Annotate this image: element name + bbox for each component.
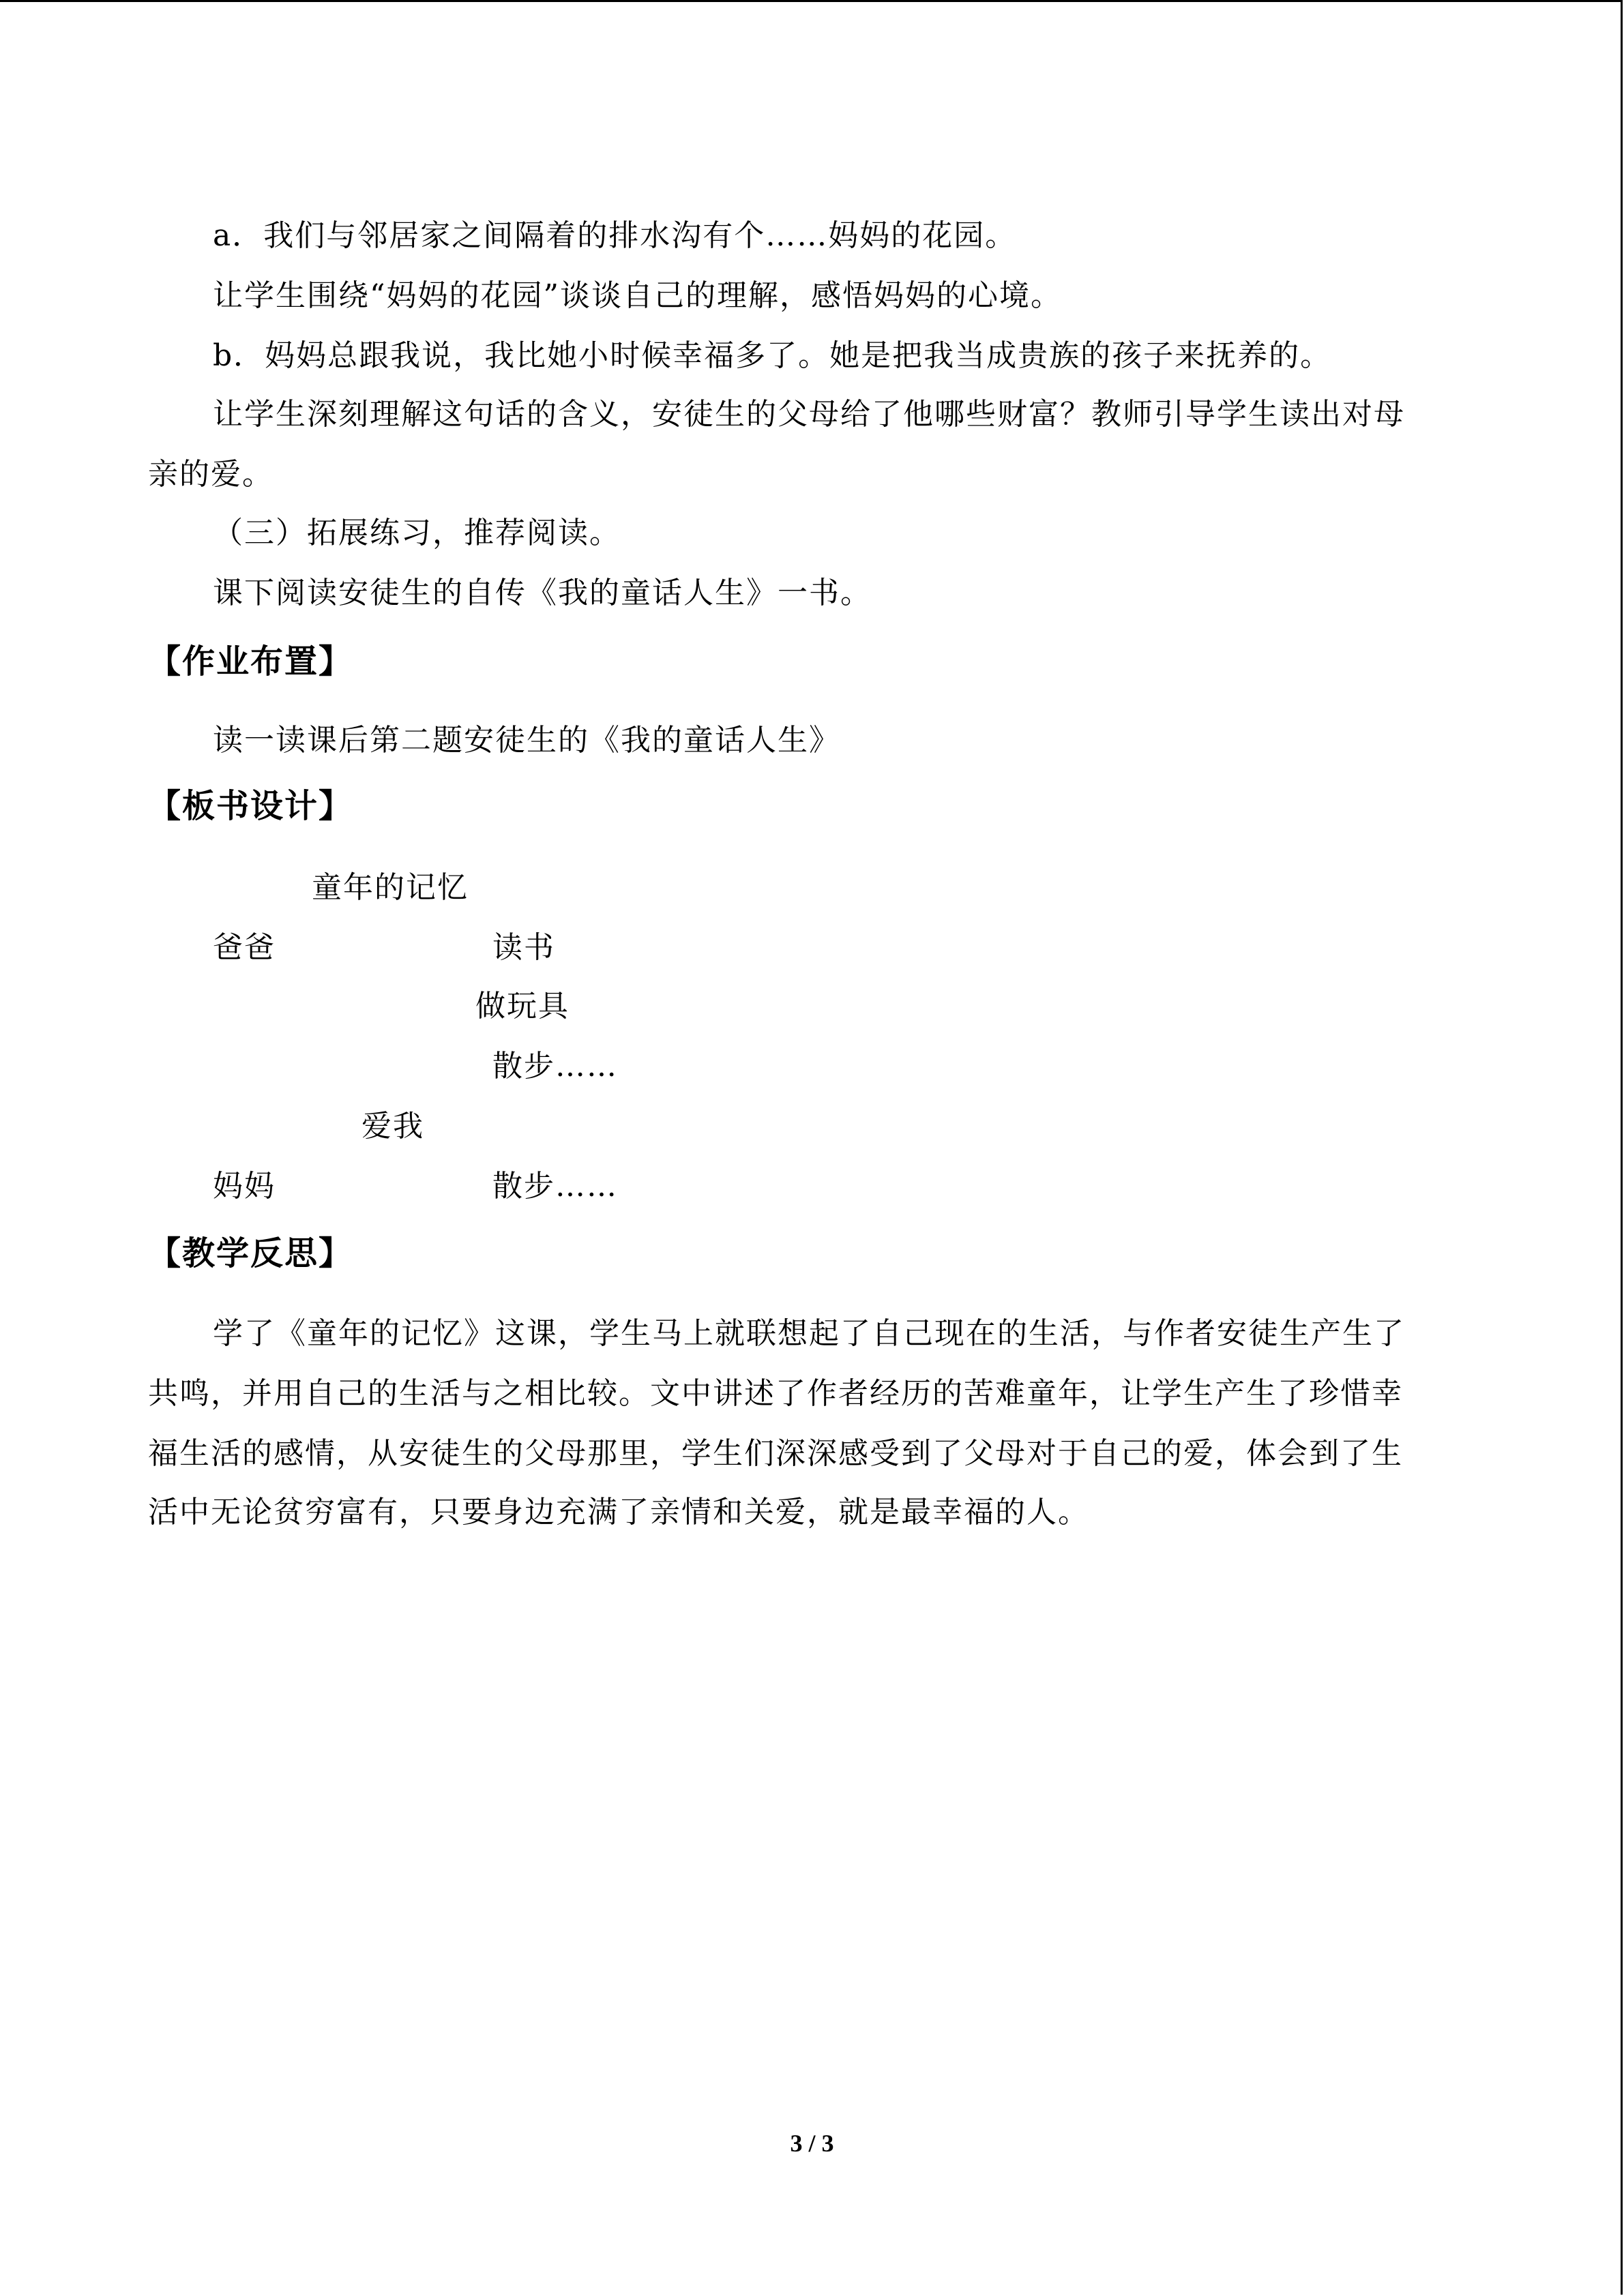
board-title: 童年的记忆 (312, 870, 469, 905)
homework-heading: 【作业布置】 (148, 642, 353, 681)
reflection-line3: 福生活的感情，从安徒生的父母那里，学生们深深感受到了父母对于自己的爱，体会到了生 (148, 1436, 1403, 1471)
paragraph-a: a．我们与邻居家之间隔着的排水沟有个……妈妈的花园。 (213, 218, 1017, 253)
paragraph-b-note-line2: 亲的爱。 (148, 457, 274, 492)
homework-text: 读一读课后第二题安徒生的《我的童话人生》 (213, 723, 840, 758)
board-heading: 【板书设计】 (148, 787, 353, 825)
board-toys: 做玩具 (475, 989, 570, 1024)
reflection-line2: 共鸣，并用自己的生活与之相比较。文中讲述了作者经历的苦难童年，让学生产生了珍惜幸 (148, 1376, 1403, 1411)
board-dad: 爸爸 (213, 930, 276, 965)
board-read: 读书 (492, 930, 555, 965)
paragraph-b: b．妈妈总跟我说，我比她小时候幸福多了。她是把我当成贵族的孩子来抚养的。 (213, 338, 1332, 373)
section-3-heading: （三）拓展练习，推荐阅读。 (213, 516, 621, 550)
paragraph-b-note-line1: 让学生深刻理解这句话的含义，安徒生的父母给了他哪些财富？教师引导学生读出对母 (213, 397, 1405, 432)
reflection-line1: 学了《童年的记忆》这课，学生马上就联想起了自己现在的生活，与作者安徒生产生了 (213, 1316, 1405, 1351)
page-number: 3 / 3 (790, 2130, 834, 2157)
paragraph-a-note: 让学生围绕“妈妈的花园”谈谈自己的理解，感悟妈妈的心境。 (213, 278, 1062, 313)
board-walk-2: 散步…… (492, 1169, 618, 1204)
board-walk-1: 散步…… (492, 1049, 618, 1084)
reflection-heading: 【教学反思】 (148, 1234, 353, 1272)
section-3-text: 课下阅读安徒生的自传《我的童话人生》一书。 (213, 576, 872, 610)
board-love: 爱我 (361, 1109, 424, 1144)
reflection-line4: 活中无论贫穷富有，只要身边充满了亲情和关爱，就是最幸福的人。 (148, 1495, 1089, 1530)
board-mom: 妈妈 (213, 1169, 276, 1204)
